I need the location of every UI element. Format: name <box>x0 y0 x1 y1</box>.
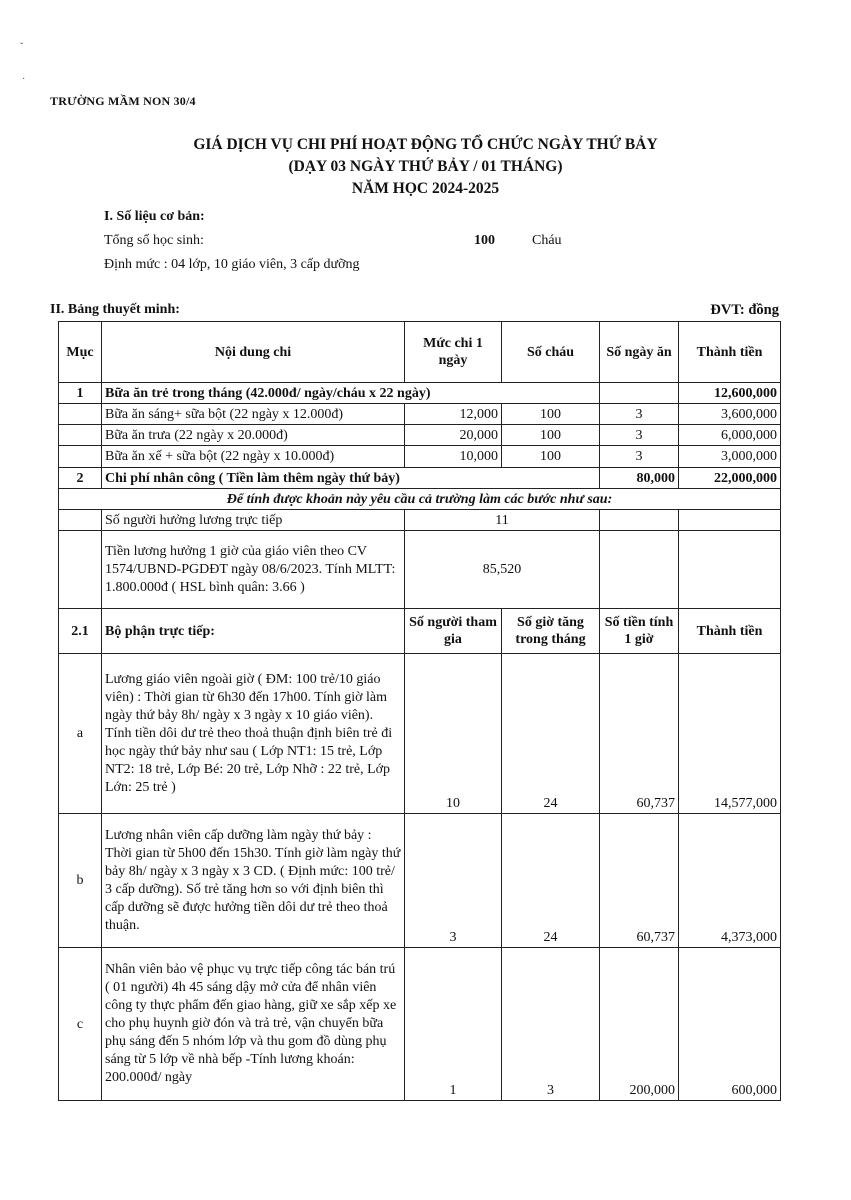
cell-muc: 1 <box>59 383 102 404</box>
cell-rate: 20,000 <box>405 425 502 446</box>
cell-empty <box>600 531 679 609</box>
cell-total: 4,373,000 <box>679 814 781 948</box>
table-row <box>59 948 781 1101</box>
header-hours: Số giờ tăng trong tháng <box>502 609 600 654</box>
cell-total: 14,577,000 <box>679 654 781 814</box>
students-value: 100 <box>474 233 495 248</box>
cell-kids: 100 <box>502 446 600 468</box>
cell-people: 1 <box>405 948 502 1101</box>
cell-muc: b <box>59 814 102 948</box>
table-subheader-row <box>59 609 781 654</box>
students-label: Tổng số học sinh: <box>104 233 204 248</box>
cell-content: Nhân viên bảo vệ phục vụ trực tiếp công tác bán trú ( 01 người) 4h 45 sáng dậy mở cửa để nhân viên công ty thực phẩm đến giao hàng, giữ xe sắp xếp xe cho phụ huynh giờ đón và trả trẻ, vận chuyển bữa phụ sáng đến 5 nhóm lớp và thu gom đồ dùng phụ sáng từ 5 lớp về nhà bếp -Tính lương khoán: 200.000đ/ ngày <box>102 948 405 1101</box>
cell-per-hour: 200,000 <box>600 948 679 1101</box>
cell-empty <box>600 383 679 404</box>
cell-kids: 100 <box>502 404 600 425</box>
table-row <box>59 446 781 468</box>
students-unit: Cháu <box>532 233 562 248</box>
cell-total: 12,600,000 <box>679 383 781 404</box>
cell-days: 3 <box>600 404 679 425</box>
cell-content: Bữa ăn sáng+ sữa bột (22 ngày x 12.000đ) <box>102 404 405 425</box>
scan-mark: · <box>22 74 26 85</box>
cell-per-hour: 60,737 <box>600 814 679 948</box>
cell-hours: 24 <box>502 814 600 948</box>
cell-kids: 100 <box>502 425 600 446</box>
header-content: Nội dung chi <box>102 322 405 383</box>
table-row <box>59 489 781 510</box>
table-row <box>59 510 781 531</box>
cell-total: 3,600,000 <box>679 404 781 425</box>
cell-content: Tiền lương hưởng 1 giờ của giáo viên theo CV 1574/UBND-PGDĐT ngày 08/6/2023. Tính MLTT: 1.800.000đ ( HSL bình quân: 3.66 ) <box>102 531 405 609</box>
cell-rate: 12,000 <box>405 404 502 425</box>
cell-per-hour: 60,737 <box>600 654 679 814</box>
cell-empty <box>679 510 781 531</box>
table-row <box>59 468 781 489</box>
cell-total: 6,000,000 <box>679 425 781 446</box>
cell-people: 3 <box>405 814 502 948</box>
cell-days: 3 <box>600 446 679 468</box>
cell-empty <box>59 531 102 609</box>
cell-rate: 10,000 <box>405 446 502 468</box>
scan-mark: ˇ <box>20 42 24 53</box>
header-per-hour: Số tiền tính 1 giờ <box>600 609 679 654</box>
cell-value: 85,520 <box>405 531 600 609</box>
header-rate: Mức chi 1 ngày <box>405 322 502 383</box>
staffing-norm: Định mức : 04 lớp, 10 giáo viên, 3 cấp dưỡng <box>104 257 360 272</box>
cell-content: Bữa ăn trưa (22 ngày x 20.000đ) <box>102 425 405 446</box>
school-year: NĂM HỌC 2024-2025 <box>351 180 500 197</box>
header-kids: Số cháu <box>502 322 600 383</box>
cell-empty <box>59 446 102 468</box>
table-header-row <box>59 322 781 383</box>
table-row <box>59 814 781 948</box>
header-days: Số ngày ăn <box>600 322 679 383</box>
cell-total: 22,000,000 <box>679 468 781 489</box>
table-row <box>59 531 781 609</box>
cell-content: Lương giáo viên ngoài giờ ( ĐM: 100 trẻ/10 giáo viên) : Thời gian từ 6h30 đến 17h00. Tính giờ làm ngày thứ bảy 8h/ ngày x 3 ngày x 10 giáo viên). Tính tiền dôi dư trẻ theo thoả thuận định biên trẻ đi học ngày thứ bảy như sau ( Lớp NT1: 15 trẻ, Lớp NT2: 18 trẻ, Lớp Bé: 20 trẻ, Lớp Nhỡ : 22 trẻ, Lớp Lớn: 25 trẻ ) <box>102 654 405 814</box>
header-muc: Mục <box>59 322 102 383</box>
header-total: Thành tiền <box>679 322 781 383</box>
cell-people: 10 <box>405 654 502 814</box>
table-row <box>59 425 781 446</box>
table-row <box>59 654 781 814</box>
cell-rate: 80,000 <box>600 468 679 489</box>
table-row <box>59 383 781 404</box>
table-row <box>59 404 781 425</box>
cell-value: 11 <box>405 510 600 531</box>
cell-content: Lương nhân viên cấp dưỡng làm ngày thứ bảy : Thời gian từ 5h00 đến 15h30. Tính giờ làm ngày thứ bảy 8h/ ngày x 3 ngày x 3 CD. ( Định mức: 100 trẻ/ 3 cấp dưỡng). Số trẻ tăng hơn so với định biên thì cấp dưỡng sẽ được hưởng tiền dôi dư trẻ theo thoả thuận. <box>102 814 405 948</box>
instruction-note: Để tính được khoản này yêu cầu cả trường làm các bước như sau: <box>59 489 781 510</box>
cell-total: 600,000 <box>679 948 781 1101</box>
cell-content: Chi phí nhân công ( Tiền làm thêm ngày thứ bảy) <box>102 468 600 489</box>
cell-content: Bộ phận trực tiếp: <box>102 609 405 654</box>
cell-muc: a <box>59 654 102 814</box>
header-total: Thành tiền <box>679 609 781 654</box>
cell-total: 3,000,000 <box>679 446 781 468</box>
cell-content: Bữa ăn trẻ trong tháng (42.000đ/ ngày/cháu x 22 ngày) <box>102 383 600 404</box>
document-subtitle: (DẠY 03 NGÀY THỨ BẢY / 01 THÁNG) <box>288 158 563 175</box>
currency-unit: ĐVT: đồng <box>710 302 779 318</box>
cell-empty <box>600 510 679 531</box>
cell-empty <box>59 510 102 531</box>
cell-hours: 3 <box>502 948 600 1101</box>
school-name: TRƯỜNG MẦM NON 30/4 <box>50 94 196 108</box>
cell-hours: 24 <box>502 654 600 814</box>
cell-muc: 2 <box>59 468 102 489</box>
cell-muc: 2.1 <box>59 609 102 654</box>
cell-days: 3 <box>600 425 679 446</box>
cell-content: Bữa ăn xế + sữa bột (22 ngày x 10.000đ) <box>102 446 405 468</box>
header-people: Số người tham gia <box>405 609 502 654</box>
cell-muc: c <box>59 948 102 1101</box>
section1-heading: I. Số liệu cơ bản: <box>104 209 205 224</box>
document-title: GIÁ DỊCH VỤ CHI PHÍ HOẠT ĐỘNG TỔ CHỨC NGÀY THỨ BẢY <box>193 136 658 153</box>
cell-empty <box>679 531 781 609</box>
cost-table <box>58 321 781 1101</box>
cell-content: Số người hưởng lương trực tiếp <box>102 510 405 531</box>
cell-empty <box>59 404 102 425</box>
section2-heading: II. Bảng thuyết minh: <box>50 302 180 317</box>
cell-empty <box>59 425 102 446</box>
